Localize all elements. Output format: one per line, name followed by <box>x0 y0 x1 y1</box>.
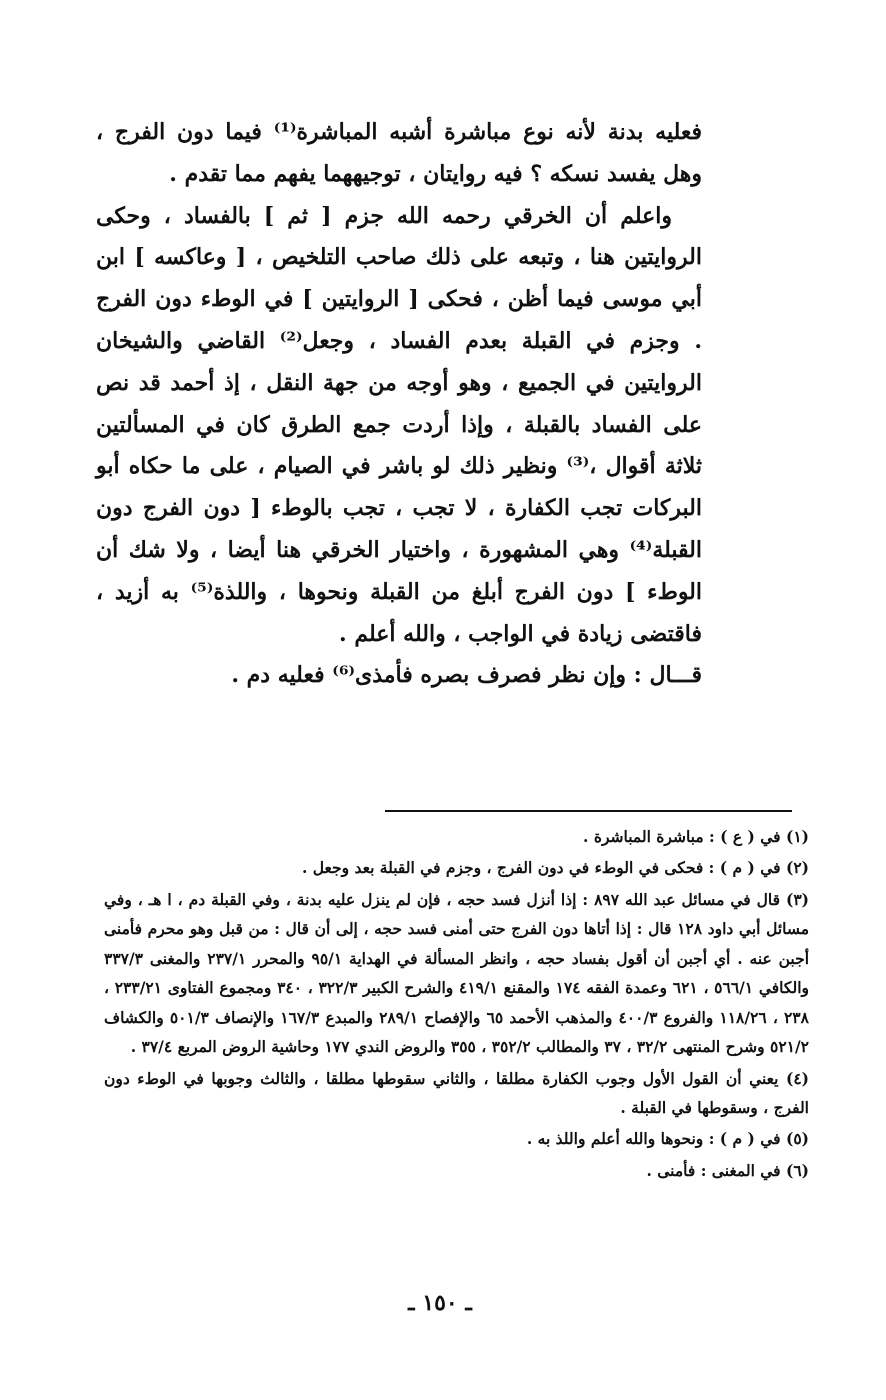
footnote-6: (٦) في المغنى : فأمنى . <box>646 1160 809 1180</box>
footnote-5: (٥) في ( م ) : ونحوها والله أعلم واللذ به . <box>526 1129 809 1149</box>
qala-statement: قـــال : وإن نظر فصرف بصره فأمذى⁽⁶⁾ فعليه دم . <box>231 662 702 689</box>
footnote-3: (٣) قال في مسائل عبد الله ٨٩٧ : إذا أنزل فسد حجه ، فإن لم ينزل عليه بدنة ، وفي القبلة دم ، ا هـ ، وفي مسائل أبي داود ١٢٨ قال : إذا أتاها دون الفرج حتى أمنى فسد حجه ، إلى أن قال : من قبل وهو محرم فأمنى أجبن عنه . أي أجبن أن أقول بفساد حجه ، وانظر المسألة في الهداية ٩٥/١ والمحرر ٢٣٧/١ والمغنى ٣٣٧/٣ والكافي ٥٦٦/١ ، ٦٢١ وعمدة الفقه ١٧٤ والمقنع ٤١٩/١ والشرح الكبير ٣٢٢/٣ ، ٣٤٠ ومجموع الفتاوى ٢٣٣/٢١ ، ٢٣٨ ، ١١٨/٢٦ والفروع ٤٠٠/٣ والمذهب الأحمد ٦٥ والإفصاح ٢٨٩/١ والمبدع ١٦٧/٣ والإنصاف ٥٠١/٣ والكشاف ٥٢١/٢ وشرح المنتهى ٣٢/٢ ، ٣٧ والمطالب ٣٥٢/٢ ، ٣٥٥ والروض الندي ١٧٧ وحاشية الروض المربع ٣٧/٤ . <box>104 889 810 1057</box>
page-number: ـ ١٥٠ ـ <box>408 1290 472 1316</box>
main-text <box>96 112 702 697</box>
footnotes <box>104 822 809 1187</box>
paragraph-1: فعليه بدنة لأنه نوع مباشرة أشبه المباشرة⁽¹⁾ فيما دون الفرج ، وهل يفسد نسكه ؟ فيه روايتان ، توجيههما يفهم مما تقدم . <box>96 119 703 187</box>
footnote-4: (٤) يعني أن القول الأول وجوب الكفارة مطلقا ، والثاني سقوطها مطلقا ، والثالث وجوبها في الوطء دون الفرج ، وسقوطها في القبلة . <box>104 1068 809 1117</box>
paragraph-2: واعلم أن الخرقي رحمه الله جزم [ ثم ] بالفساد ، وحكى الروايتين هنا ، وتبعه على ذلك صاحب التلخيص ، [ وعاكسه ] ابن أبي موسى فيما أظن ، فحكى [ الروايتين ] في الوطء دون الفرج . وجزم في القبلة بعدم الفساد ، وجعل⁽²⁾ القاضي والشيخان الروايتين في الجميع ، وهو أوجه من جهة النقل ، إذ أحمد قد نص على الفساد بالقبلة ، وإذا أردت جمع الطرق كان في المسألتين ثلاثة أقوال ،⁽³⁾ ونظير ذلك لو باشر في الصيام ، على ما حكاه أبو البركات تجب الكفارة ، لا تجب ، تجب بالوطء [ دون الفرج دون القبلة⁽⁴⁾ وهي المشهورة ، واختيار الخرقي هنا أيضا ، ولا شك أن الوطء ] دون الفرج أبلغ من القبلة ونحوها ، واللذة⁽⁵⁾ به أزيد ، فاقتضى زيادة في الواجب ، والله أعلم . <box>96 202 702 647</box>
footnote-1: (١) في ( ع ) : مباشرة المباشرة . <box>583 827 809 846</box>
footnote-divider <box>385 810 792 812</box>
footnote-2: (٢) في ( م ) : فحكى في الوطء في دون الفرج ، وجزم في القبلة بعد وجعل . <box>301 858 809 878</box>
